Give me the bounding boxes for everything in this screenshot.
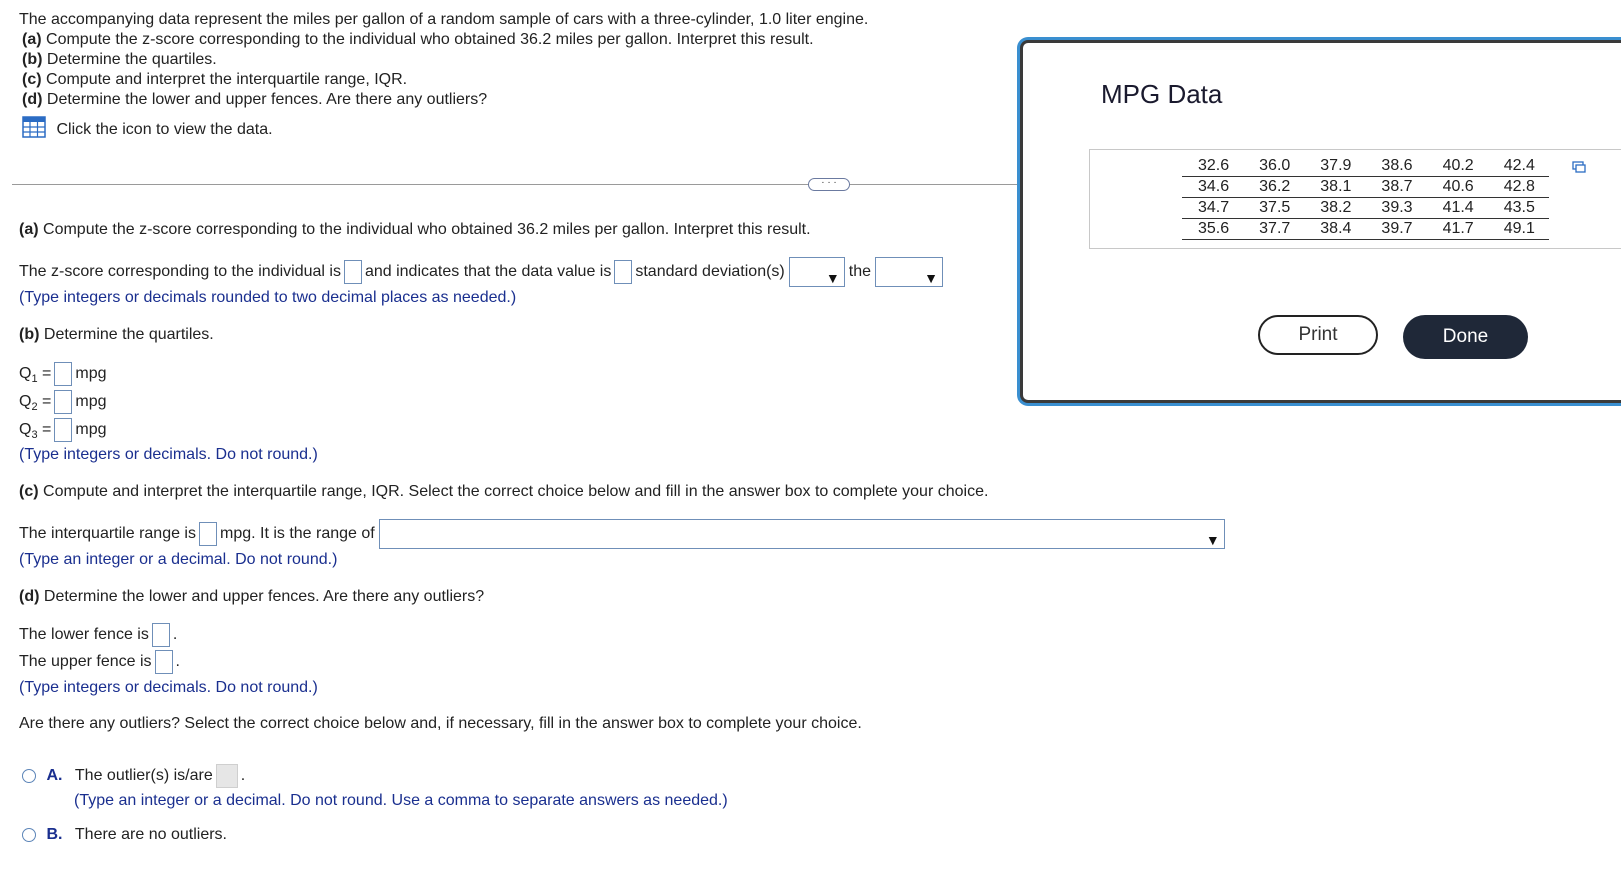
part-a-hint: (Type integers or decimals rounded to two decimal places as needed.)	[19, 289, 517, 306]
part-a-text-1: The z-score corresponding to the individual is	[19, 263, 341, 281]
table-row	[1182, 177, 1549, 198]
table-cell: 43.5	[1488, 198, 1549, 219]
iqr-input[interactable]	[199, 522, 217, 546]
section-divider	[12, 184, 1020, 185]
iqr-interpretation-select[interactable]	[379, 519, 1225, 549]
dropdown-arrow-icon: ▼	[1205, 532, 1220, 548]
data-link[interactable]	[22, 116, 273, 143]
table-row	[1182, 219, 1549, 240]
dialog-title: MPG Data	[1101, 79, 1223, 109]
mpg-data-table	[1182, 156, 1549, 240]
outlier-question: Are there any outliers? Select the correct choice below and, if necessary, fill in the answer box to complete your choice.	[19, 715, 862, 732]
table-cell: 49.1	[1488, 219, 1549, 240]
choice-a[interactable]: A. The outlier(s) is/are .	[22, 763, 245, 789]
table-cell: 36.2	[1243, 177, 1304, 198]
choice-a-radio[interactable]	[22, 769, 36, 783]
problem-item-b: (b) Determine the quartiles.	[22, 51, 217, 68]
table-cell: 42.8	[1488, 177, 1549, 198]
print-button[interactable]: Print	[1258, 315, 1378, 355]
table-cell: 41.7	[1427, 219, 1488, 240]
problem-intro: The accompanying data represent the miles per gallon of a random sample of cars with a three-cylinder, 1.0 liter engine.	[19, 11, 869, 28]
q3-input[interactable]	[54, 418, 72, 442]
table-cell: 40.2	[1427, 156, 1488, 177]
problem-item-a: (a) Compute the z-score corresponding to the individual who obtained 36.2 miles per gallon. Interpret this result.	[22, 31, 814, 48]
table-cell: 38.1	[1304, 177, 1365, 198]
part-d-heading: (d) Determine the lower and upper fences. Are there any outliers?	[19, 588, 485, 605]
expand-more-button[interactable]: · · ·	[808, 178, 850, 191]
part-a-heading: (a) Compute the z-score corresponding to the individual who obtained 36.2 miles per gallon. Interpret this result.	[19, 221, 811, 238]
table-cell: 34.7	[1182, 198, 1243, 219]
q2-line: $Q_2$ = mpg	[19, 389, 107, 420]
part-d-hint: (Type integers or decimals. Do not round.)	[19, 679, 318, 696]
outlier-input[interactable]	[216, 764, 238, 788]
lower-fence-input[interactable]	[152, 623, 170, 647]
done-button[interactable]: Done	[1403, 315, 1528, 359]
table-cell: 42.4	[1488, 156, 1549, 177]
q1-input[interactable]	[54, 362, 72, 386]
dropdown-arrow-icon: ▼	[924, 270, 939, 286]
above-below-select[interactable]	[789, 257, 845, 287]
table-cell: 35.6	[1182, 219, 1243, 240]
table-cell: 37.7	[1243, 219, 1304, 240]
choice-a-hint: (Type an integer or a decimal. Do not round. Use a comma to separate answers as needed.)	[74, 792, 728, 809]
dropdown-arrow-icon: ▼	[825, 270, 840, 286]
table-cell: 36.0	[1243, 156, 1304, 177]
zscore-input[interactable]	[344, 260, 362, 284]
table-cell: 37.9	[1304, 156, 1365, 177]
mpg-data-dialog	[1020, 40, 1621, 403]
part-a-text-3: standard deviation(s)	[635, 263, 785, 281]
lower-fence-line: The lower fence is .	[19, 622, 177, 648]
table-row	[1182, 156, 1549, 177]
part-a-answer-line	[19, 257, 947, 287]
copy-to-clipboard-icon[interactable]	[1572, 160, 1586, 178]
problem-item-d: (d) Determine the lower and upper fences. Are there any outliers?	[22, 91, 488, 108]
data-table-frame	[1089, 149, 1621, 249]
upper-fence-line: The upper fence is .	[19, 649, 180, 675]
choice-b-radio[interactable]	[22, 828, 36, 842]
part-b-heading: (b) Determine the quartiles.	[19, 326, 214, 343]
choice-b[interactable]: B. There are no outliers.	[22, 822, 227, 848]
table-cell: 32.6	[1182, 156, 1243, 177]
table-cell: 38.2	[1304, 198, 1365, 219]
problem-item-c: (c) Compute and interpret the interquartile range, IQR.	[22, 71, 408, 88]
table-row	[1182, 198, 1549, 219]
std-dev-count-input[interactable]	[614, 260, 632, 284]
table-cell: 38.4	[1304, 219, 1365, 240]
table-cell: 40.6	[1427, 177, 1488, 198]
mean-select[interactable]	[875, 257, 943, 287]
table-cell: 39.7	[1365, 219, 1426, 240]
q3-line: $Q_3$ = mpg	[19, 417, 107, 448]
part-a-text-2: and indicates that the data value is	[364, 263, 612, 281]
table-cell: 34.6	[1182, 177, 1243, 198]
part-b-hint: (Type integers or decimals. Do not round.)	[19, 446, 318, 463]
upper-fence-input[interactable]	[155, 650, 173, 674]
part-c-heading: (c) Compute and interpret the interquartile range, IQR. Select the correct choice below and fill in the answer box to complete your choice.	[19, 483, 989, 500]
table-cell: 41.4	[1427, 198, 1488, 219]
table-cell: 38.6	[1365, 156, 1426, 177]
table-grid-icon[interactable]	[22, 116, 46, 143]
q1-line: $Q_1$ = mpg	[19, 361, 107, 392]
data-link-label[interactable]: Click the icon to view the data.	[56, 120, 273, 138]
table-cell: 39.3	[1365, 198, 1426, 219]
part-a-text-4: the	[848, 263, 872, 281]
table-cell: 38.7	[1365, 177, 1426, 198]
part-c-hint: (Type an integer or a decimal. Do not round.)	[19, 551, 338, 568]
table-cell: 37.5	[1243, 198, 1304, 219]
part-c-answer-line: The interquartile range is mpg. It is the range of ▼	[19, 519, 1229, 549]
q2-input[interactable]	[54, 390, 72, 414]
